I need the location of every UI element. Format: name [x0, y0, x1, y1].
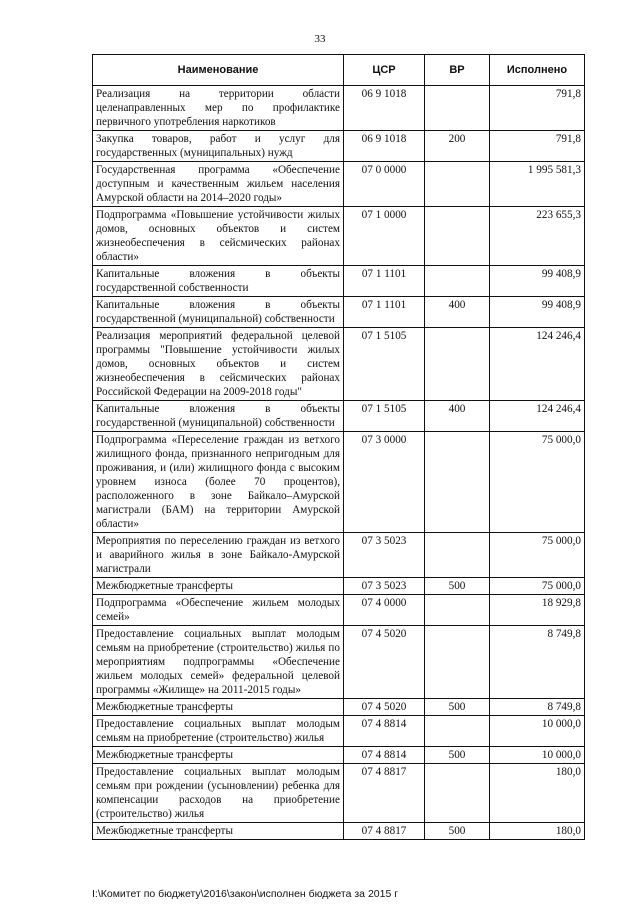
row-executed: 99 408,9: [490, 297, 585, 328]
row-csr: 07 1 1101: [344, 297, 425, 328]
row-executed: 8 749,8: [490, 699, 585, 716]
row-vr: [425, 328, 490, 401]
row-name: Межбюджетные трансферты: [93, 747, 344, 764]
row-name: Предоставление социальных выплат молодым семьям при рождении (усыновлении) ребенка для компенсации расходов на приобретение (строительство) жилья: [93, 764, 344, 823]
row-vr: [425, 716, 490, 747]
header-name: Наименование: [93, 55, 344, 86]
row-executed: 99 408,9: [490, 266, 585, 297]
table-row: [93, 595, 585, 626]
header-executed: Исполнено: [490, 55, 585, 86]
row-name: Межбюджетные трансферты: [93, 699, 344, 716]
row-name: Предоставление социальных выплат молодым семьям на приобретение (строительство) жилья: [93, 716, 344, 747]
row-name: Капитальные вложения в объекты государственной (муниципальной) собственности: [93, 401, 344, 432]
row-name: Мероприятия по переселению граждан из ветхого и аварийного жилья в зоне Байкало-Амурской магистрали: [93, 533, 344, 578]
row-executed: 75 000,0: [490, 533, 585, 578]
row-name: Реализация на территории области целенаправленных мер по профилактике первичного употребления наркотиков: [93, 86, 344, 131]
row-vr: [425, 86, 490, 131]
row-csr: 07 4 8814: [344, 716, 425, 747]
table-row: [93, 823, 585, 840]
row-name: Подпрограмма «Обеспечение жильем молодых семей»: [93, 595, 344, 626]
row-vr: 500: [425, 823, 490, 840]
table-row: [93, 747, 585, 764]
row-vr: 400: [425, 297, 490, 328]
row-csr: 07 4 0000: [344, 595, 425, 626]
row-vr: [425, 162, 490, 207]
row-csr: 07 4 5020: [344, 699, 425, 716]
row-csr: 07 3 5023: [344, 578, 425, 595]
row-csr: 07 4 8817: [344, 823, 425, 840]
row-name: Закупка товаров, работ и услуг для государственных (муниципальных) нужд: [93, 131, 344, 162]
header-vr: ВР: [425, 55, 490, 86]
row-executed: 10 000,0: [490, 716, 585, 747]
row-executed: 75 000,0: [490, 578, 585, 595]
table-row: [93, 131, 585, 162]
row-name: Межбюджетные трансферты: [93, 578, 344, 595]
row-executed: 18 929,8: [490, 595, 585, 626]
row-csr: 07 1 5105: [344, 401, 425, 432]
row-csr: 07 1 0000: [344, 207, 425, 266]
row-csr: 07 4 8814: [344, 747, 425, 764]
row-vr: [425, 266, 490, 297]
row-executed: 124 246,4: [490, 401, 585, 432]
table-row: [93, 328, 585, 401]
row-name: Подпрограмма «Переселение граждан из ветхого жилищного фонда, признанного непригодным для проживания, и (или) жилищного фонда с высоким уровнем износа (более 70 процентов), расположенного в зоне Байкало–Амурской магистрали (БАМ) на территории Амурской области»: [93, 432, 344, 533]
row-vr: [425, 595, 490, 626]
row-name: Капитальные вложения в объекты государственной (муниципальной) собственности: [93, 297, 344, 328]
row-executed: 124 246,4: [490, 328, 585, 401]
header-csr: ЦСР: [344, 55, 425, 86]
table-row: [93, 86, 585, 131]
row-csr: 07 4 8817: [344, 764, 425, 823]
row-csr: 07 4 5020: [344, 626, 425, 699]
row-name: Предоставление социальных выплат молодым семьям на приобретение (строительство) жилья по мероприятиям подпрограммы «Обеспечение жильем молодых семей» федеральной целевой программы «Жилище» на 2011-2015 годы»: [93, 626, 344, 699]
row-executed: 10 000,0: [490, 747, 585, 764]
row-vr: 200: [425, 131, 490, 162]
table-row: [93, 162, 585, 207]
row-vr: 500: [425, 578, 490, 595]
row-csr: 07 3 0000: [344, 432, 425, 533]
table-row: [93, 716, 585, 747]
row-name: Межбюджетные трансферты: [93, 823, 344, 840]
row-vr: [425, 626, 490, 699]
row-executed: 8 749,8: [490, 626, 585, 699]
row-executed: 791,8: [490, 131, 585, 162]
row-name: Реализация мероприятий федеральной целевой программы "Повышение устойчивости жилых домов, основных объектов и систем жизнеобеспечения в сейсмических районах Российской Федерации на 2009-2018 годы": [93, 328, 344, 401]
table-row: [93, 578, 585, 595]
row-vr: 400: [425, 401, 490, 432]
table-row: [93, 764, 585, 823]
row-csr: 07 0 0000: [344, 162, 425, 207]
table-row: [93, 207, 585, 266]
row-vr: 500: [425, 747, 490, 764]
table-row: [93, 626, 585, 699]
row-name: Капитальные вложения в объекты государственной собственности: [93, 266, 344, 297]
row-executed: 223 655,3: [490, 207, 585, 266]
row-executed: 180,0: [490, 764, 585, 823]
table-row: [93, 401, 585, 432]
table-header-row: [93, 55, 585, 86]
file-path-footer: I:\Комитет по бюджету\2016\закон\исполнен бюджета за 2015 г: [92, 888, 399, 900]
row-executed: 1 995 581,3: [490, 162, 585, 207]
row-csr: 07 1 1101: [344, 266, 425, 297]
row-vr: 500: [425, 699, 490, 716]
row-vr: [425, 207, 490, 266]
table-row: [93, 533, 585, 578]
row-name: Подпрограмма «Повышение устойчивости жилых домов, основных объектов и систем жизнеобеспечения в сейсмических районах области»: [93, 207, 344, 266]
row-csr: 06 9 1018: [344, 86, 425, 131]
table-row: [93, 297, 585, 328]
table-row: [93, 266, 585, 297]
row-csr: 06 9 1018: [344, 131, 425, 162]
table-row: [93, 699, 585, 716]
row-vr: [425, 764, 490, 823]
table-row: [93, 432, 585, 533]
row-vr: [425, 533, 490, 578]
page-number: 33: [314, 33, 326, 45]
row-csr: 07 3 5023: [344, 533, 425, 578]
row-executed: 75 000,0: [490, 432, 585, 533]
row-executed: 180,0: [490, 823, 585, 840]
row-vr: [425, 432, 490, 533]
row-executed: 791,8: [490, 86, 585, 131]
row-csr: 07 1 5105: [344, 328, 425, 401]
row-name: Государственная программа «Обеспечение доступным и качественным жильем населения Амурской области на 2014–2020 годы»: [93, 162, 344, 207]
budget-table: [92, 54, 585, 840]
